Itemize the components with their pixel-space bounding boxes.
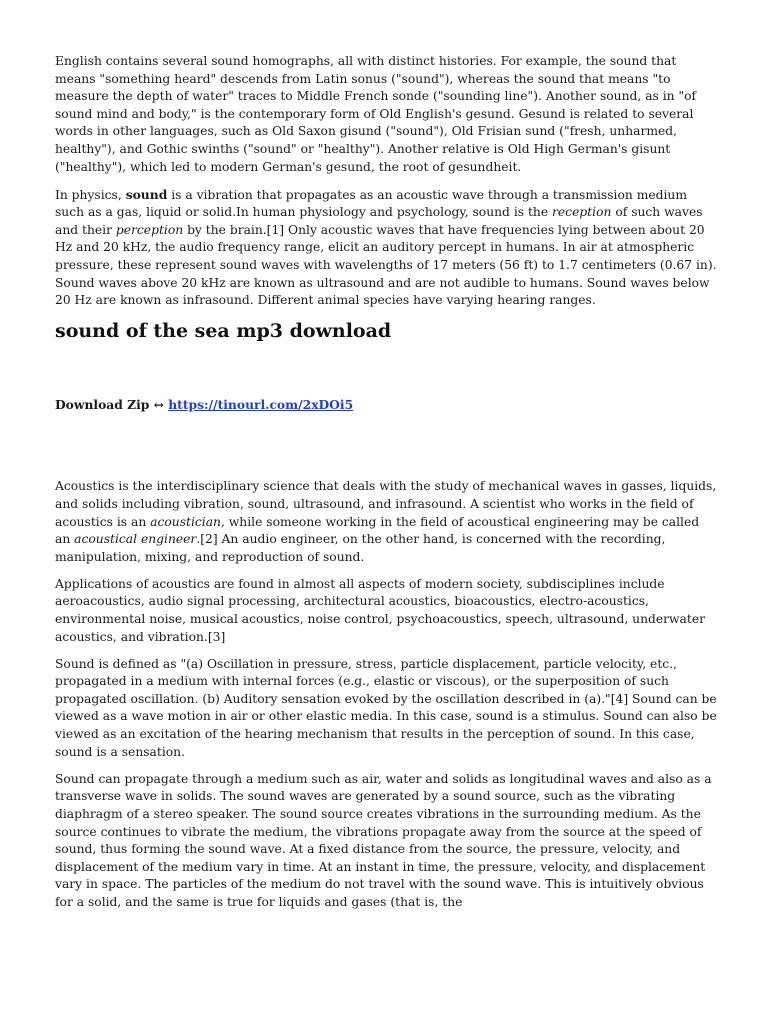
physics-text-3: of such waves and their (55, 205, 703, 237)
physics-text-2: is a vibration that propagates as an acoustic wave through a transmission medium such as a gas, liquid or solid.In human physiology and psychology, sound is the (55, 187, 688, 220)
page-heading: sound of the sea mp3 download (55, 320, 392, 343)
physics-text-4: by the brain.[1] Only acoustic waves that have frequencies lying between about 20 Hz and 20 kHz, the audio frequency range, elicit an auditory percept in humans. In air at atmospheric pressure, these represent sound waves with wavelengths of 17 meters (56 ft) to 1.7 centimeters (0.67 in). Sound waves above 20 kHz are known as ultrasound and are not audible to humans. Sound waves below 20 Hz are known as infrasound. Different animal species have varying hearing ranges. (55, 222, 717, 308)
acoustics-italic-acoustician: acoustician (150, 514, 221, 529)
spacer (55, 413, 717, 478)
download-line (55, 396, 717, 413)
acoustics-text-1: Acoustics is the interdisciplinary science that deals with the study of mechanical waves in gasses, liquids, and solids including vibration, sound, ultrasound, and infrasound. A scientist who works in the field of acoustics is an (55, 479, 717, 529)
document-page (55, 53, 717, 921)
intro-paragraph: English contains several sound homographs, all with distinct histories. For example, the sound that means "something heard" descends from Latin sonus ("sound"), whereas the sound that means "to measure the depth of water" traces to Middle French sonde ("sounding line"). Another sound, as in "of sound mind and body," is the contemporary form of Old English's gesund. Gesund is related to several words in other languages, such as Old Saxon gisund ("sound"), Old Frisian sund ("fresh, unharmed, healthy"), and Gothic swinths ("sound" or "healthy"). Another relative is Old High German's gisunt ("healthy"), which led to modern German's gesund, the root of gesundheit. (55, 54, 697, 174)
acoustics-text-3: .[2] An audio engineer, on the other hand, is concerned with the recording, manipulation, mixing, and reproduction of sound. (55, 532, 666, 564)
physics-text-1: In physics, (55, 187, 126, 202)
definition-paragraph: Sound is defined as "(a) Oscillation in pressure, stress, particle displacement, particle velocity, etc., propagated in a medium with internal forces (e.g., elastic or viscous), or the superposition of such propagated oscillation. (b) Auditory sensation evoked by the oscillation described in (a)."[4] Sound can be viewed as a wave motion in air or other elastic media. In this case, sound is a stimulus. Sound can also be viewed as an excitation of the hearing mechanism that results in the perception of sound. In this case, sound is a sensation. (55, 656, 717, 759)
acoustics-paragraph (55, 478, 717, 566)
physics-bold-sound: sound (125, 186, 168, 202)
download-link[interactable]: https://tinourl.com/2xDOi5 (168, 397, 354, 413)
download-label: Download Zip ↔ (55, 397, 169, 413)
physics-paragraph (55, 186, 717, 310)
propagation-paragraph: Sound can propagate through a medium such as air, water and solids as longitudinal waves and also as a transverse wave in solids. The sound waves are generated by a sound source, such as the vibrating diaphragm of a stereo speaker. The sound source creates vibrations in the surrounding medium. As the source continues to vibrate the medium, the vibrations propagate away from the source at the speed of sound, thus forming the sound wave. At a fixed distance from the source, the pressure, velocity, and displacement of the medium vary in time. At an instant in time, the pressure, velocity, and displacement vary in space. The particles of the medium do not travel with the sound wave. This is intuitively obvious for a solid, and the same is true for liquids and gases (that is, the (55, 771, 712, 909)
acoustics-italic-engineer: acoustical engineer (74, 532, 197, 547)
physics-italic-perception: perception (115, 222, 184, 237)
physics-italic-reception: reception (552, 205, 612, 220)
applications-paragraph: Applications of acoustics are found in almost all aspects of modern society, subdisciplines include aeroacoustics, audio signal processing, architectural acoustics, bioacoustics, electro-acoustics, environmental noise, musical acoustics, noise control, psychoacoustics, speech, ultrasound, underwater acoustics, and vibration.[3] (55, 576, 705, 644)
acoustics-text-2: , while someone working in the field of acoustical engineering may be called an (55, 514, 700, 547)
